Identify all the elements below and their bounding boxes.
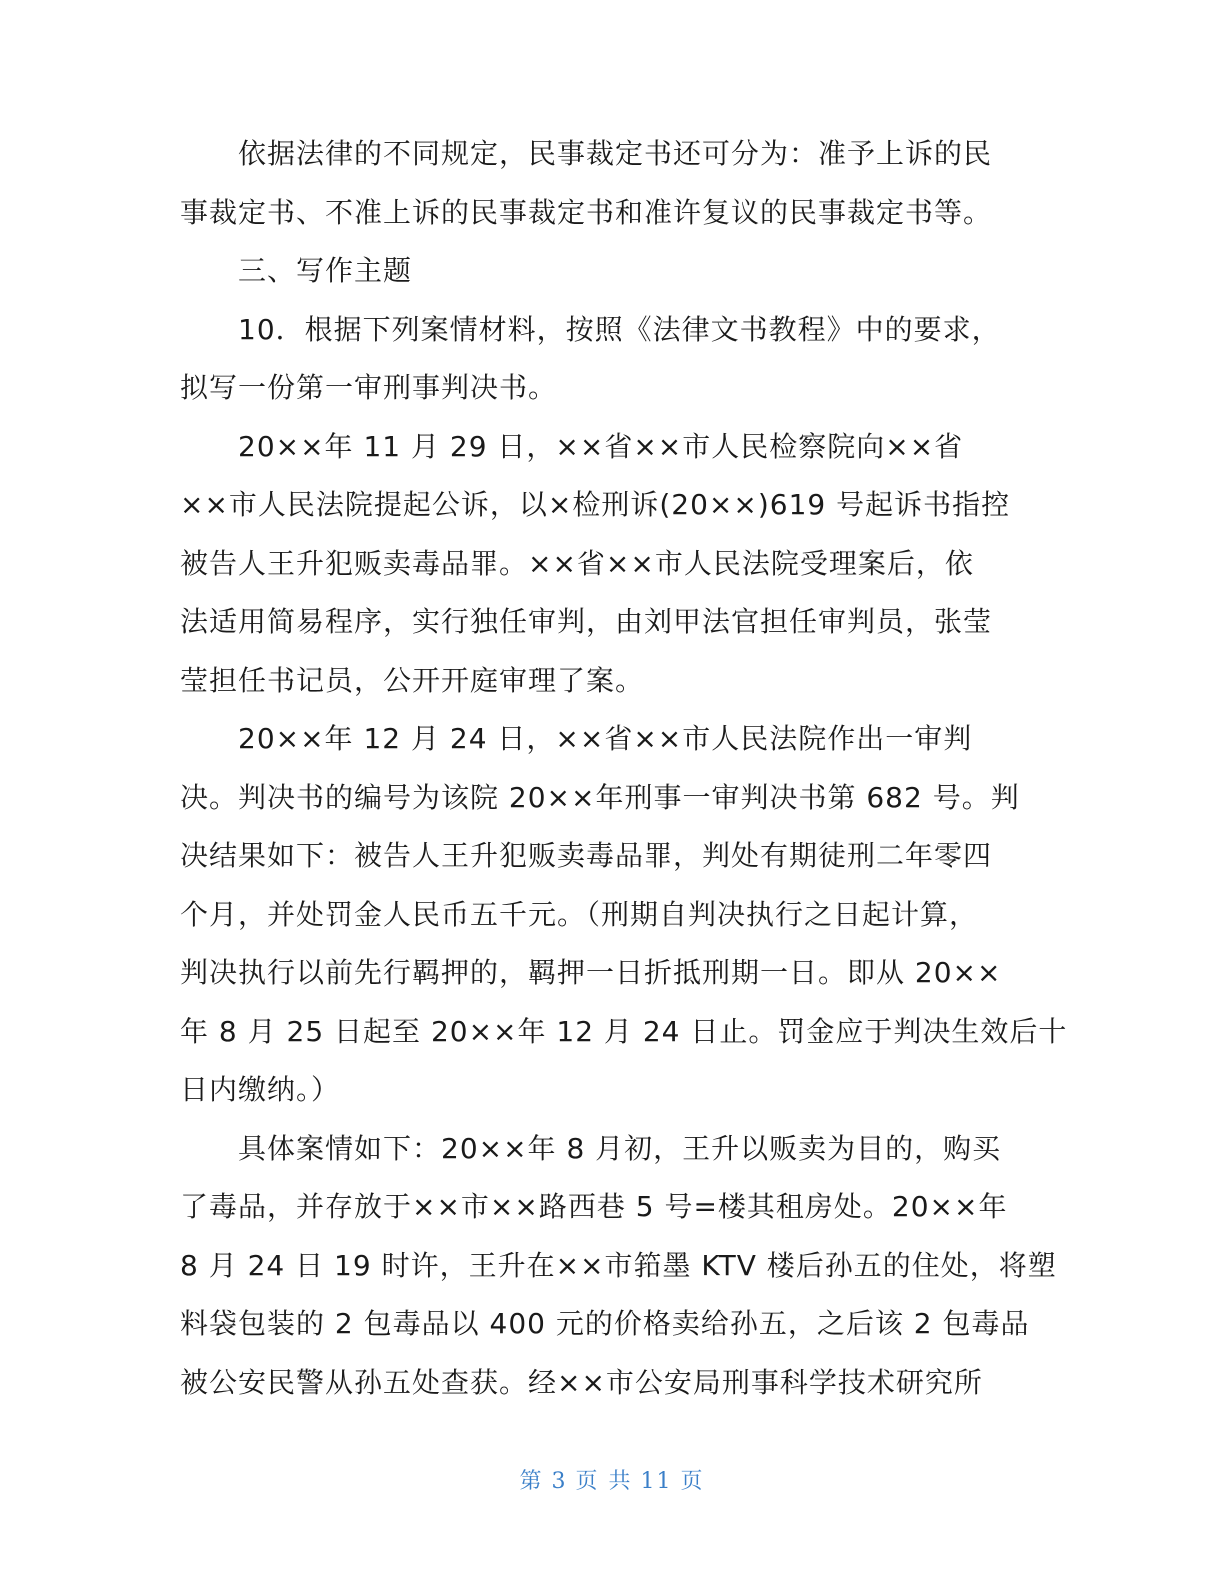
paragraph-task xyxy=(180,301,1036,418)
paragraph-prosecution xyxy=(180,418,1036,711)
text-line: 事裁定书、不准上诉的民事裁定书和准许复议的民事裁定书等。 xyxy=(180,195,993,229)
text-line: 决结果如下：被告人王升犯贩卖毒品罪，判处有期徒刑二年零四 xyxy=(180,839,993,872)
text-line: 被公安民警从孙五处查获。经××市公安局刑事科学技术研究所 xyxy=(180,1365,983,1399)
text-line: 料袋包装的 2 包毒品以 400 元的价格卖给孙五，之后该 2 包毒品 xyxy=(180,1307,1030,1340)
footer-middle: 页 共 xyxy=(575,1469,633,1494)
paragraph-ruling-types xyxy=(180,125,1036,242)
text-line: 了毒品，并存放于××市××路西巷 5 号=楼其租房处。20××年 xyxy=(180,1190,1008,1223)
document-body xyxy=(180,125,1068,1412)
text-line: 三、写作主题 xyxy=(238,254,413,287)
text-line: 拟写一份第一审刑事判决书。 xyxy=(180,371,558,404)
paragraph-judgment xyxy=(180,710,1068,1120)
section-heading xyxy=(180,242,1036,301)
text-line: 10．根据下列案情材料，按照《法律文书教程》中的要求， xyxy=(238,312,1001,346)
text-line: 法适用简易程序，实行独任审判，由刘甲法官担任审判员，张莹 xyxy=(180,605,993,638)
text-line: 具体案情如下：20××年 8 月初，王升以贩卖为目的，购买 xyxy=(238,1131,1002,1165)
text-line: 20××年 12 月 24 日，××省××市人民法院作出一审判 xyxy=(238,722,973,755)
page-footer xyxy=(0,1464,1224,1495)
text-line: 被告人王升犯贩卖毒品罪。××省××市人民法院受理案后，依 xyxy=(180,546,974,580)
text-line: 判决执行以前先行羁押的，羁押一日折抵刑期一日。即从 20×× xyxy=(180,956,1002,989)
footer-current-page: 3 xyxy=(551,1469,568,1494)
text-line: ××市人民法院提起公诉，以×检刑诉(20××)619 号起诉书指控 xyxy=(180,488,1011,521)
footer-total-pages: 11 xyxy=(640,1469,673,1494)
text-line: 年 8 月 25 日起至 20××年 12 月 24 日止。罚金应于判决生效后十 xyxy=(180,1014,1068,1048)
footer-prefix: 第 xyxy=(519,1469,544,1494)
text-line: 个月，并处罚金人民币五千元。（刑期自判决执行之日起计算， xyxy=(180,897,979,931)
paragraph-case-facts xyxy=(180,1120,1057,1413)
text-line: 依据法律的不同规定，民事裁定书还可分为：准予上诉的民 xyxy=(238,137,993,170)
text-line: 日内缴纳。） xyxy=(180,1073,341,1106)
footer-suffix: 页 xyxy=(680,1469,705,1494)
text-line: 莹担任书记员，公开开庭审理了案。 xyxy=(180,663,645,697)
text-line: 20××年 11 月 29 日，××省××市人民检察院向××省 xyxy=(238,429,964,463)
text-line: 8 月 24 日 19 时许，王升在××市筘墨 KTV 楼后孙五的住处，将塑 xyxy=(180,1248,1057,1282)
text-line: 决。判决书的编号为该院 20××年刑事一审判决书第 682 号。判 xyxy=(180,780,1020,814)
